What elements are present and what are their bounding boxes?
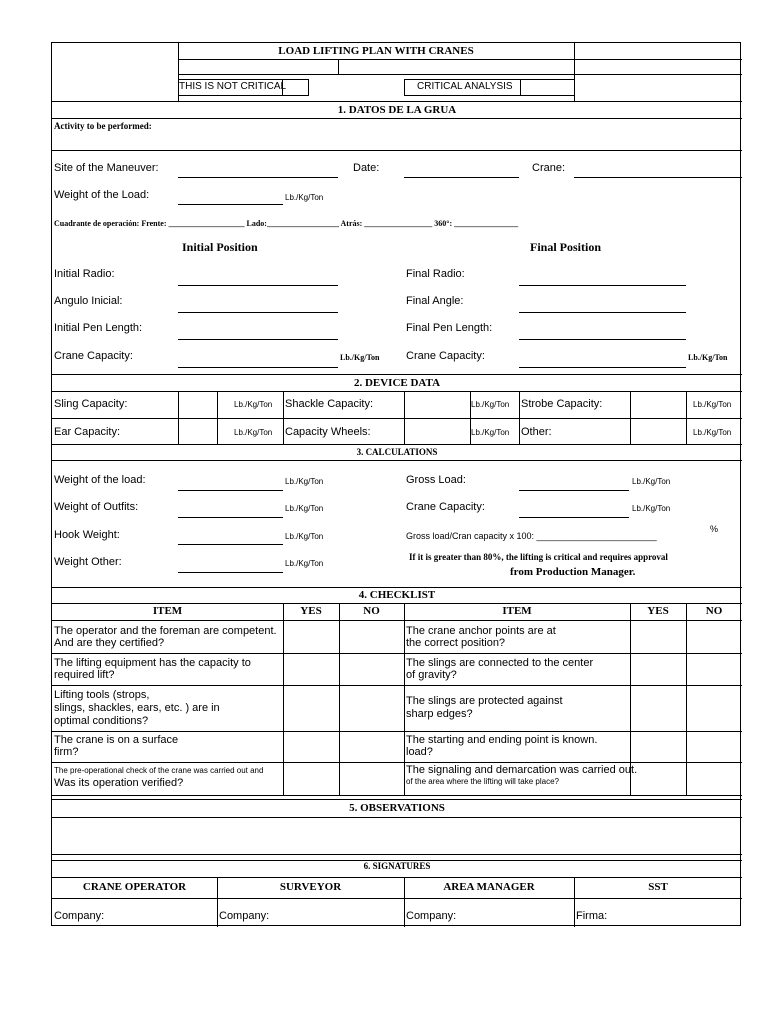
section-2-title: 2. DEVICE DATA: [353, 377, 441, 389]
weight-load-unit: Lb./Kg/Ton: [285, 477, 324, 486]
section-3-title: 3. CALCULATIONS: [356, 447, 438, 457]
initial-pen-field[interactable]: [178, 339, 338, 340]
checklist-left-item-4: The crane is on a surface firm?: [54, 734, 179, 758]
cuadrante-line: Cuadrante de operación: Frente: ___________________ Lado:__________________ Atrás: _________________ 360°: ________________: [54, 219, 519, 228]
angulo-inicial-field[interactable]: [178, 312, 338, 313]
crane-field[interactable]: [574, 177, 742, 178]
observations-field[interactable]: [52, 818, 742, 854]
hook-weight-field[interactable]: [178, 544, 283, 545]
crane-operator-heading: CRANE OPERATOR: [82, 881, 187, 893]
final-angle-field[interactable]: [519, 312, 686, 313]
weight-unit: Lb./Kg/Ton: [285, 193, 324, 202]
checklist-left-item-2: The lifting equipment has the capacity to required lift?: [54, 657, 251, 681]
checklist-no-header-left: NO: [363, 605, 380, 617]
calc-crane-capacity-label: Crane Capacity:: [406, 501, 485, 513]
weight-outfits-unit: Lb./Kg/Ton: [285, 504, 324, 513]
checklist-yes-right-1[interactable]: [631, 621, 686, 653]
site-field[interactable]: [178, 177, 338, 178]
weight-field[interactable]: [178, 204, 283, 205]
strobe-capacity-field[interactable]: [631, 392, 686, 418]
shackle-capacity-label: Shackle Capacity:: [285, 398, 374, 410]
angulo-inicial-label: Angulo Inicial:: [54, 295, 123, 307]
checklist-left-item-5: The pre-operational check of the crane was carried out and Was its operation verified?: [54, 766, 264, 789]
checklist-no-left-1[interactable]: [340, 621, 404, 653]
activity-label: Activity to be performed:: [54, 121, 152, 131]
gross-load-unit: Lb./Kg/Ton: [632, 477, 671, 486]
weight-other-label: Weight Other:: [54, 556, 122, 568]
sling-capacity-label: Sling Capacity:: [54, 398, 128, 410]
critical-note-line2: from Production Manager.: [510, 566, 636, 578]
strobe-capacity-unit: Lb./Kg/Ton: [693, 400, 732, 409]
ear-capacity-field[interactable]: [179, 419, 217, 444]
strobe-capacity-label: Strobe Capacity:: [521, 398, 603, 410]
final-crane-capacity-unit: Lb./Kg/Ton: [688, 353, 728, 362]
checklist-item-header-left: ITEM: [152, 605, 183, 617]
site-label: Site of the Maneuver:: [54, 162, 159, 174]
calc-crane-capacity-field[interactable]: [519, 517, 629, 518]
checklist-yes-header-left: YES: [300, 605, 322, 617]
final-crane-capacity-field[interactable]: [519, 367, 686, 368]
checklist-left-item-3: Lifting tools (strops, slings, shackles, ears, etc. ) are in optimal conditions?: [54, 689, 220, 727]
other-label: Other:: [521, 426, 552, 438]
area-manager-company-label: Company:: [406, 910, 457, 922]
final-radio-label: Final Radio:: [406, 268, 465, 280]
weight-other-field[interactable]: [178, 572, 283, 573]
ear-capacity-label: Ear Capacity:: [54, 426, 121, 438]
capacity-wheels-unit: Lb./Kg/Ton: [471, 428, 510, 437]
initial-crane-capacity-field[interactable]: [178, 367, 338, 368]
section-6-title: 6. SIGNATURES: [363, 861, 431, 871]
area-manager-heading: AREA MANAGER: [443, 881, 535, 893]
initial-crane-capacity-label: Crane Capacity:: [54, 350, 133, 362]
critical-note-line1: If it is greater than 80%, the lifting is critical and requires approval: [409, 552, 668, 562]
final-angle-label: Final Angle:: [406, 295, 464, 307]
crane-operator-company-label: Company:: [54, 910, 105, 922]
checklist-right-item-5: The signaling and demarcation was carried out. of the area where the lifting will take place?: [406, 764, 638, 786]
date-label: Date:: [353, 162, 380, 174]
ear-capacity-unit: Lb./Kg/Ton: [234, 428, 273, 437]
final-crane-capacity-label: Crane Capacity:: [406, 350, 485, 362]
checklist-right-item-3: The slings are protected against sharp edges?: [406, 695, 563, 720]
crane-label: Crane:: [532, 162, 566, 174]
other-unit: Lb./Kg/Ton: [693, 428, 732, 437]
weight-outfits-label: Weight of Outfits:: [54, 501, 139, 513]
capacity-wheels-label: Capacity Wheels:: [285, 426, 371, 438]
weight-label: Weight of the Load:: [54, 189, 150, 201]
form-title: LOAD LIFTING PLAN WITH CRANES: [278, 45, 474, 57]
lifting-plan-form: [51, 42, 741, 926]
capacity-wheels-field[interactable]: [405, 419, 470, 444]
checklist-yes-header-right: YES: [647, 605, 669, 617]
initial-crane-capacity-unit: Lb./Kg/Ton: [340, 353, 380, 362]
date-field[interactable]: [404, 177, 519, 178]
other-field[interactable]: [631, 419, 686, 444]
section-4-title: 4. CHECKLIST: [358, 589, 436, 601]
checklist-item-header-right: ITEM: [502, 605, 532, 617]
weight-outfits-field[interactable]: [178, 517, 283, 518]
sling-capacity-unit: Lb./Kg/Ton: [234, 400, 273, 409]
not-critical-label: THIS IS NOT CRITICAL: [179, 81, 287, 92]
gross-load-field[interactable]: [519, 490, 629, 491]
section-5-title: 5. OBSERVATIONS: [349, 802, 445, 814]
checklist-yes-left-1[interactable]: [284, 621, 339, 653]
initial-pen-label: Initial Pen Length:: [54, 322, 143, 334]
shackle-capacity-field[interactable]: [405, 392, 470, 418]
checklist-right-item-4: The starting and ending point is known. load?: [406, 734, 598, 758]
hook-weight-label: Hook Weight:: [54, 529, 120, 541]
final-position-heading: Final Position: [530, 240, 602, 254]
weight-other-unit: Lb./Kg/Ton: [285, 559, 324, 568]
surveyor-heading: SURVEYOR: [279, 881, 342, 893]
sst-firma-label: Firma:: [576, 910, 608, 922]
weight-load-field[interactable]: [178, 490, 283, 491]
initial-position-heading: Initial Position: [182, 240, 258, 254]
final-pen-label: Final Pen Length:: [406, 322, 493, 334]
weight-load-label: Weight of the load:: [54, 474, 146, 486]
hook-weight-unit: Lb./Kg/Ton: [285, 532, 324, 541]
checklist-no-right-1[interactable]: [687, 621, 742, 653]
checklist-left-item-1: The operator and the foreman are competent. And are they certified?: [54, 625, 277, 649]
sling-capacity-field[interactable]: [179, 392, 217, 418]
initial-radio-label: Initial Radio:: [54, 268, 115, 280]
sst-heading: SST: [648, 881, 668, 893]
final-radio-field[interactable]: [519, 285, 686, 286]
gross-load-label: Gross Load:: [406, 474, 466, 486]
initial-radio-field[interactable]: [178, 285, 338, 286]
gross-ratio-label: Gross load/Cran capacity x 100: ________________________: [406, 531, 657, 541]
surveyor-company-label: Company:: [219, 910, 270, 922]
final-pen-field[interactable]: [519, 339, 686, 340]
checklist-right-item-1: The crane anchor points are at the correct position?: [406, 625, 556, 649]
checklist-right-item-2: The slings are connected to the center of gravity?: [406, 657, 594, 681]
calc-crane-capacity-unit: Lb./Kg/Ton: [632, 504, 671, 513]
shackle-capacity-unit: Lb./Kg/Ton: [471, 400, 510, 409]
critical-analysis-label: CRITICAL ANALYSIS: [417, 81, 513, 92]
percent-sign: %: [710, 524, 719, 534]
checklist-no-header-right: NO: [705, 605, 723, 617]
section-1-title: 1. DATOS DE LA GRUA: [337, 104, 457, 116]
